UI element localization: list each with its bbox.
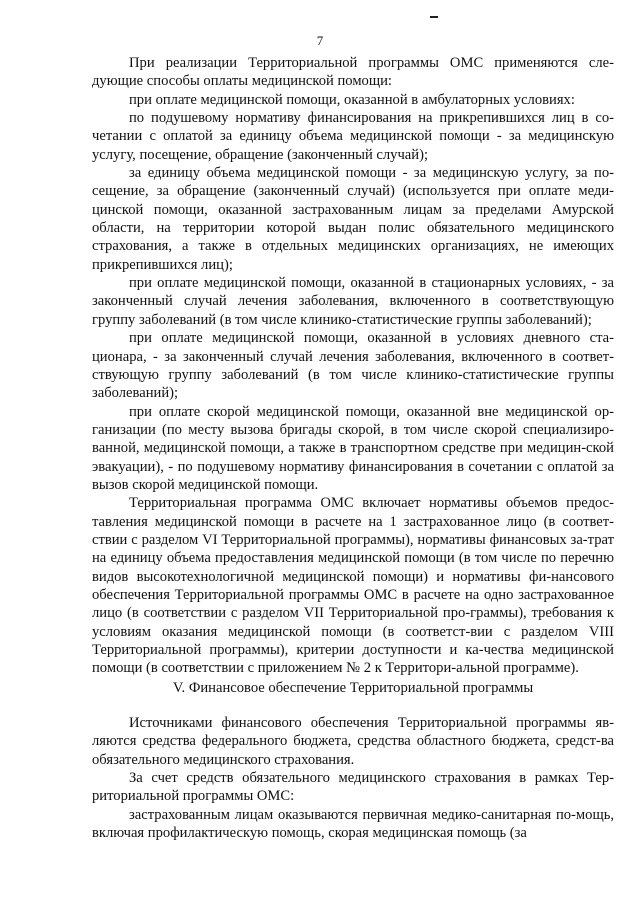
paragraph: при оплате медицинской помощи, оказанной в стационарных условиях, - за законченный случай лечения заболевания, включенного в соответствующую группу заболеваний (в том числе клинико-статистические группы заболеваний); — [92, 275, 614, 328]
paragraph: застрахованным лицам оказываются первичная медико-санитарная по-мощь, включая профилактическую помощь, скорая медицинская помощь (за — [92, 806, 614, 842]
paragraph: при оплате медицинской помощи, оказанной в условиях дневного ста-ционара, - за законченный случай лечения заболевания, включенного в соответ-ствующую группу заболеваний (в том числе клинико-статистические группы заболеваний); — [92, 330, 614, 402]
paragraph: за единицу объема медицинской помощи - за медицинскую услугу, за по-сещение, за обращение (законченный случай) (используется при оплате меди-цинской помощи, оказанной застрахованным лицам за пределами Амурской области, на территории которой выдан полис обязательного медицинского страхования, а также в отдельных медицинских организациях, не имеющих прикрепившихся лиц); — [92, 165, 614, 273]
paragraph: За счет средств обязательного медицинского страхования в рамках Тер-риториальной программы ОМС: — [92, 770, 614, 805]
paragraph: при оплате скорой медицинской помощи, оказанной вне медицинской ор-ганизации (по месту вызова бригады скорой, в том числе скорой специализиро-ванной, медицинской помощи, а также в транспортном средстве при медицин-ской эвакуации), - по подушевому нормативу финансирования в сочетании с оплатой за вызов скорой медицинской помощи. — [92, 403, 614, 493]
section-heading: V. Финансовое обеспечение Территориальной программы — [172, 680, 534, 696]
paragraph: При реализации Территориальной программы ОМС применяются сле-дующие способы оплаты медицинской помощи: — [92, 55, 614, 90]
paragraph: Территориальная программа ОМС включает нормативы объемов предос-тавления медицинской помощи в расчете на 1 застрахованное лицо (в соответ-ствии с разделом VI Территориальной программы), нормативы финансовых за-трат на единицу объема предоставления медицинской помощи (в том числе по перечню видов высокотехнологичной медицинской помощи) и нормативы фи-нансового обеспечения Территориальной программы ОМС в расчете на одно застрахованное лицо (в соответствии с разделом VII Территориальной про-граммы), требования к условиям оказания медицинской помощи (в соответст-вии с разделом VIII Территориальной программы), критерии доступности и ка-чества медицинской помощи (в соответствии с приложением № 2 к Территори-альной программе). — [92, 495, 614, 677]
paragraph: при оплате медицинской помощи, оказанной в амбулаторных условиях: — [129, 91, 575, 108]
paragraph: по подушевому нормативу финансирования на прикрепившихся лиц в со-четании с оплатой за единицу объема медицинской помощи - за медицинскую услугу, посещение, обращение (законченный случай); — [92, 110, 614, 163]
body-text-bottom — [92, 714, 614, 842]
paragraph: Источниками финансового обеспечения Территориальной программы яв-ляются средства федерального бюджета, средства областного бюджета, средст-ва обязательного медицинского страхования. — [92, 715, 614, 768]
page-number: 7 — [316, 33, 324, 48]
body-text-top — [92, 54, 614, 678]
scan-mark — [430, 16, 438, 18]
